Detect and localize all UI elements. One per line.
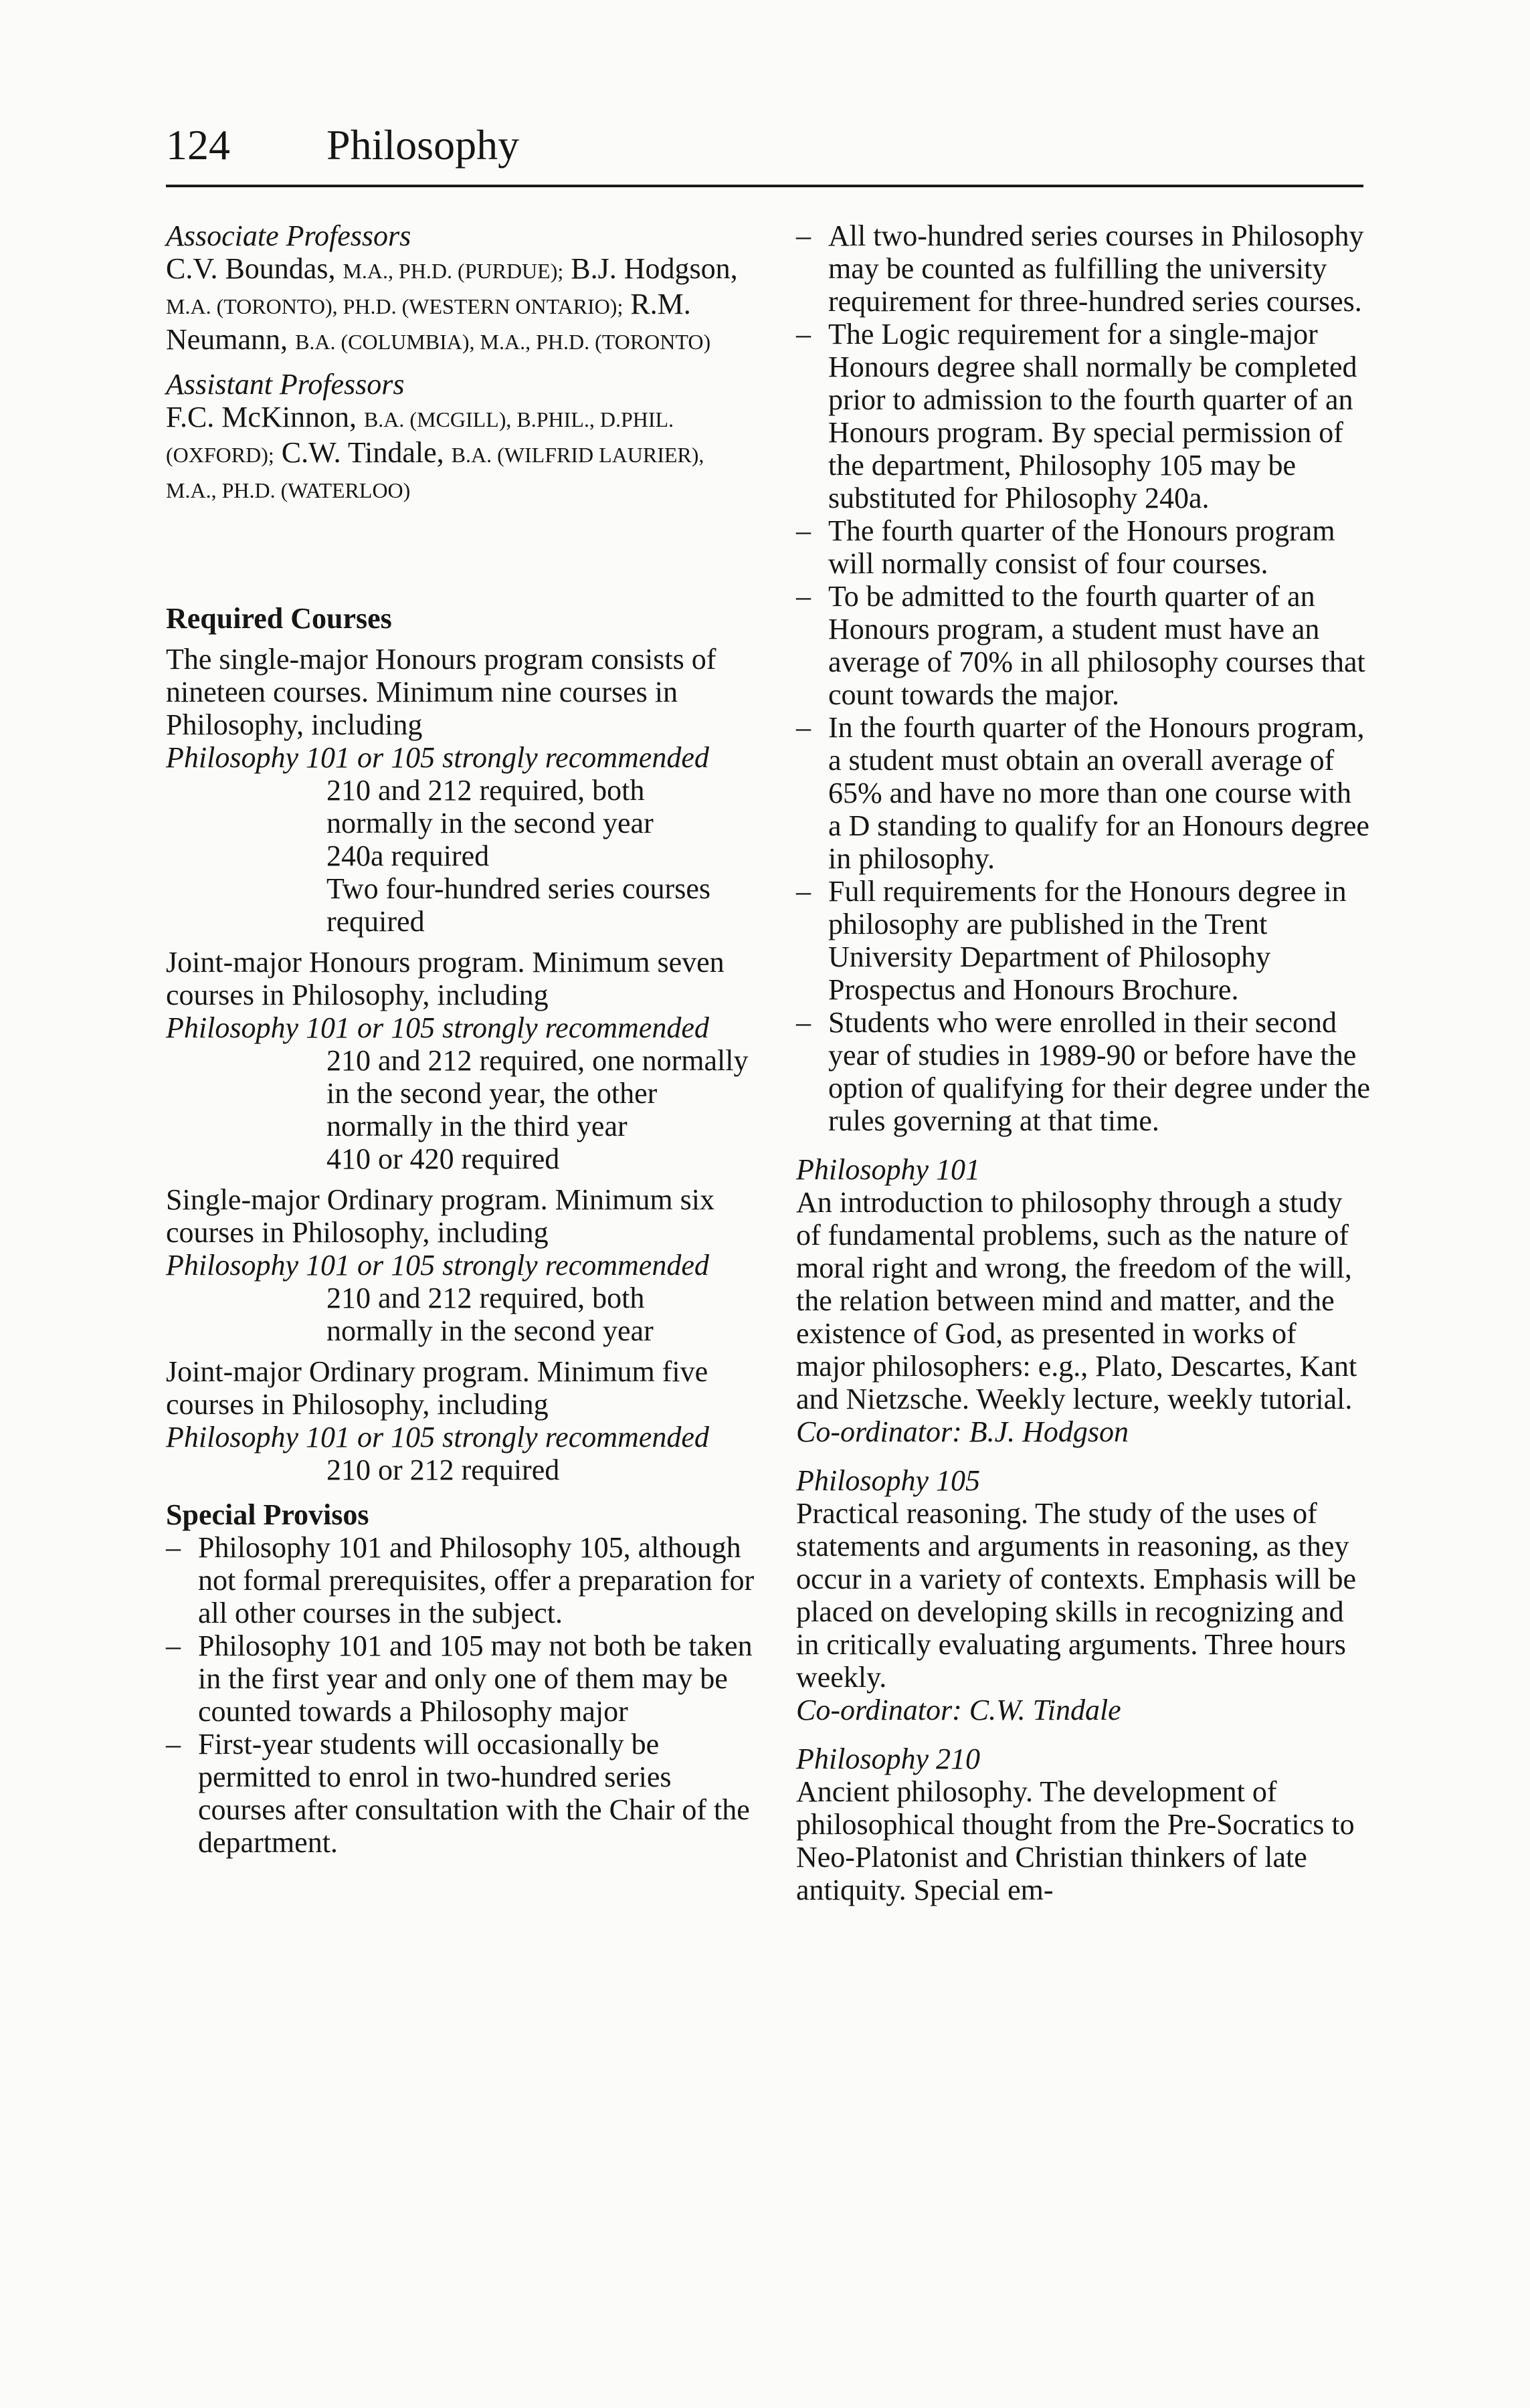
- proviso-item: – Philosophy 101 and Philosophy 105, although not formal prerequisites, offer a preparation for all other courses in the subject.: [166, 1531, 755, 1629]
- faculty-credentials: M.A. (TORONTO), PH.D. (WESTERN ONTARIO);: [166, 294, 624, 318]
- course-coordinator: Co-ordinator: C.W. Tindale: [796, 1694, 1121, 1726]
- special-provisos-heading: Special Provisos: [166, 1498, 369, 1531]
- single-honours-block: [166, 643, 755, 938]
- course-entry: [796, 1464, 1371, 1726]
- requirement-line: 210 or 212 required: [326, 1453, 560, 1486]
- page-number: 124: [166, 121, 230, 169]
- course-entry: [796, 1742, 1371, 1906]
- course-description: Ancient philosophy. The development of philosophical thought from the Pre-Socratics to Neo-Platonist and Christian thinkers of late antiquity. Special em-: [796, 1775, 1355, 1906]
- program-intro: The single-major Honours program consists of nineteen courses. Minimum nine courses in Philosophy, including: [166, 643, 716, 741]
- requirement-line: 210 and 212 required, both normally in the second year: [326, 774, 654, 839]
- faculty-name: C.V. Boundas,: [166, 252, 336, 285]
- left-column: [166, 219, 755, 1859]
- proviso-item: – The Logic requirement for a single-major Honours degree shall normally be completed prior to admission to the fourth quarter of an Honours program. By special permission of the department, Philosophy 105 may be substituted for Philosophy 240a.: [796, 318, 1371, 514]
- proviso-item: – Philosophy 101 and 105 may not both be taken in the first year and only one of them may be counted towards a Philosophy major: [166, 1629, 755, 1728]
- faculty-name: F.C. McKinnon,: [166, 401, 357, 433]
- faculty-name: C.W. Tindale,: [281, 436, 444, 469]
- requirement-line: 210 and 212 required, both normally in the second year: [326, 1282, 654, 1347]
- course-description: An introduction to philosophy through a study of fundamental problems, such as the nature of moral right and wrong, the freedom of the will, the relation between mind and matter, and the existence of God, as presented in works of major philosophers: e.g., Plato, Descartes, Kant and Nietzsche. Weekly lecture, weekly tutorial.: [796, 1186, 1357, 1415]
- course-description: Practical reasoning. The study of the uses of statements and arguments in reasoning, as they occur in a variety of contexts. Emphasis will be placed on developing skills in recognizing and in critically evaluating arguments. Three hours weekly.: [796, 1497, 1356, 1694]
- proviso-item: – To be admitted to the fourth quarter of an Honours program, a student must have an average of 70% in all philosophy courses that count towards the major.: [796, 580, 1371, 711]
- associate-professors-list: [166, 252, 755, 359]
- faculty-name: R.M. Neumann,: [166, 288, 691, 356]
- faculty-credentials: B.A. (MCGILL), B.PHIL., D.PHIL. (OXFORD);: [166, 407, 674, 467]
- proviso-item: – All two-hundred series courses in Philosophy may be counted as fulfilling the university requirement for three-hundred series courses.: [796, 219, 1371, 318]
- course-title: Philosophy 210: [796, 1742, 980, 1775]
- joint-honours-block: [166, 946, 755, 1175]
- requirement-line: Philosophy 101 or 105 strongly recommended: [166, 1249, 709, 1282]
- requirement-line: Philosophy 101 or 105 strongly recommended: [166, 1011, 709, 1044]
- proviso-item: – Students who were enrolled in their second year of studies in 1989-90 or before have the option of qualifying for their degree under the rules governing at that time.: [796, 1006, 1371, 1137]
- joint-ordinary-block: [166, 1355, 755, 1486]
- requirement-line: Two four-hundred series courses required: [326, 872, 710, 938]
- required-courses-heading: Required Courses: [166, 602, 392, 635]
- right-column: [796, 219, 1371, 1906]
- associate-professors-heading: Associate Professors: [166, 219, 411, 252]
- faculty-credentials: B.A. (COLUMBIA), M.A., PH.D. (TORONTO): [295, 330, 711, 354]
- proviso-item: – In the fourth quarter of the Honours program, a student must obtain an overall average of 65% and have no more than one course with a D standing to qualify for an Honours degree in philosophy.: [796, 711, 1371, 875]
- proviso-item: – The fourth quarter of the Honours program will normally consist of four courses.: [796, 514, 1371, 580]
- proviso-item: – First-year students will occasionally be permitted to enrol in two-hundred series courses after consultation with the Chair of the department.: [166, 1728, 755, 1859]
- course-entry: [796, 1153, 1371, 1448]
- requirement-line: Philosophy 101 or 105 strongly recommended: [166, 1421, 709, 1453]
- assistant-professors-heading: Assistant Professors: [166, 368, 405, 401]
- faculty-credentials: M.A., PH.D. (PURDUE);: [343, 259, 564, 283]
- single-ordinary-block: [166, 1183, 755, 1347]
- program-intro: Single-major Ordinary program. Minimum six courses in Philosophy, including: [166, 1183, 714, 1249]
- course-title: Philosophy 105: [796, 1464, 980, 1497]
- course-title: Philosophy 101: [796, 1153, 980, 1186]
- program-intro: Joint-major Ordinary program. Minimum five courses in Philosophy, including: [166, 1355, 708, 1421]
- page-header: [166, 112, 1363, 187]
- requirement-line: 210 and 212 required, one normally in the second year, the other normally in the third year: [326, 1044, 749, 1142]
- program-intro: Joint-major Honours program. Minimum seven courses in Philosophy, including: [166, 946, 725, 1011]
- faculty-name: B.J. Hodgson,: [571, 252, 738, 285]
- requirement-line: Philosophy 101 or 105 strongly recommended: [166, 741, 709, 774]
- course-coordinator: Co-ordinator: B.J. Hodgson: [796, 1415, 1129, 1448]
- requirement-line: 410 or 420 required: [326, 1142, 560, 1175]
- requirement-line: 240a required: [326, 839, 490, 872]
- faculty-credentials: B.A. (WILFRID LAURIER), M.A., PH.D. (WATERLOO): [166, 443, 704, 502]
- page-title: Philosophy: [326, 121, 520, 169]
- proviso-item: – Full requirements for the Honours degree in philosophy are published in the Trent University Department of Philosophy Prospectus and Honours Brochure.: [796, 875, 1371, 1006]
- assistant-professors-list: [166, 401, 755, 507]
